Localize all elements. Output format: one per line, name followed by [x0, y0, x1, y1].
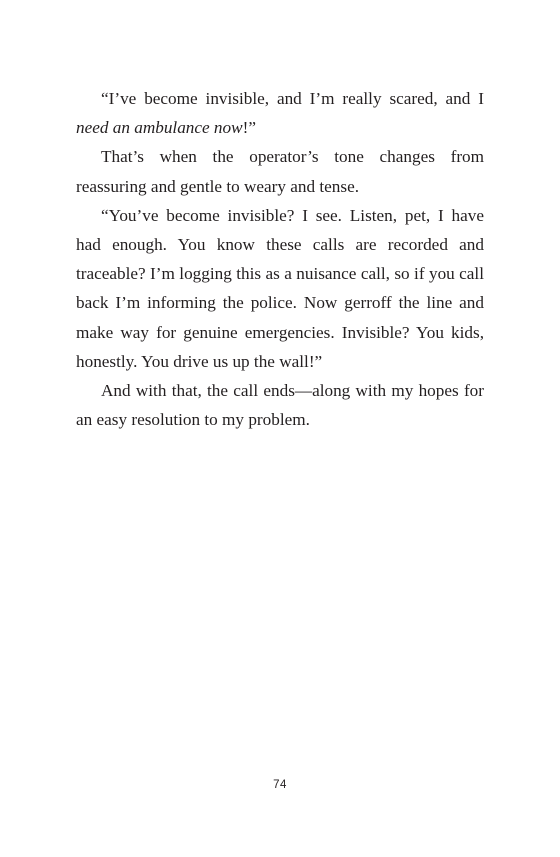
page-number: 74 [273, 779, 287, 791]
paragraph-1 [76, 84, 484, 142]
paragraph-1-segment-1: “I’ve become invisible, and I’m really scared, and I [101, 89, 484, 108]
paragraph-1-segment-2-italic: need an ambulance now [76, 118, 243, 138]
paragraph-4-segment-1: And with that, the call ends—along with my hopes for an easy resolution to my problem. [76, 381, 484, 430]
paragraph-2-segment-1: That’s when the operator’s tone changes from reassuring and gentle to weary and tense. [76, 147, 484, 196]
paragraph-1-segment-3: !” [242, 118, 256, 138]
paragraph-4 [76, 376, 484, 434]
paragraph-3-segment-1: “You’ve become invisible? I see. Listen, pet, I have had enough. You know these calls are recorded and traceable? I’m logging this as a nuisance call, so if you call back I’m informing the police. Now gerroff the line and make way for genuine emergencies. Invisible? You kids, honestly. You drive us up the wall!” [76, 205, 484, 371]
paragraph-3 [76, 201, 484, 376]
paragraph-2 [76, 142, 484, 200]
page-body [76, 84, 484, 434]
